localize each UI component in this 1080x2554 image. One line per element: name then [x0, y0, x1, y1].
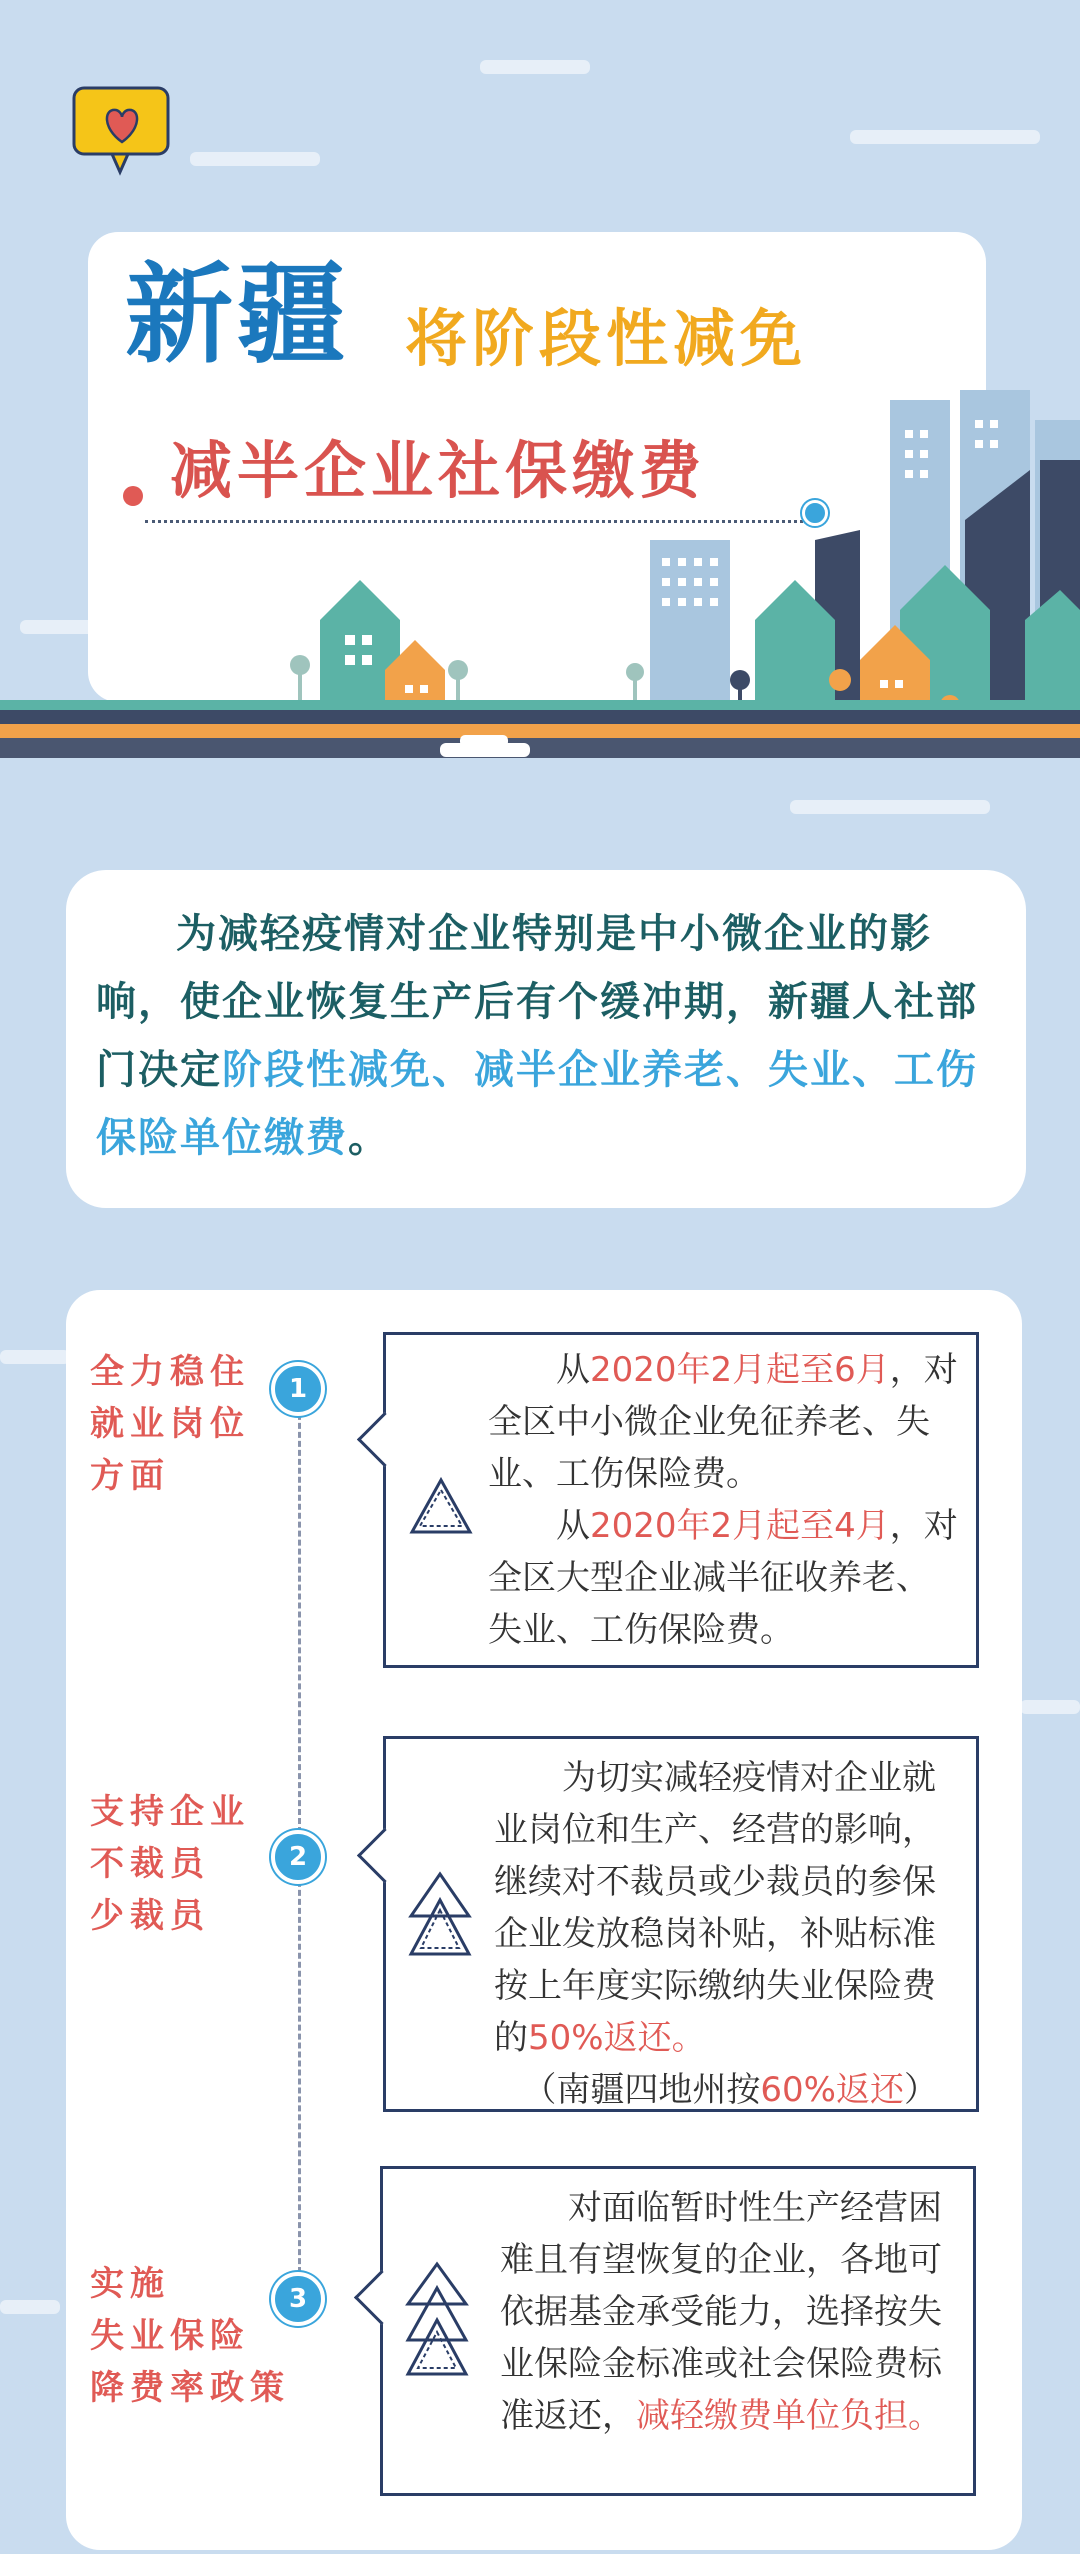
policy-2-note: （南疆四地州按60%返还）	[522, 2070, 938, 2110]
policy-3-paragraph: 对面临暂时性生产经营困难且有望恢复的企业，各地可依据基金承受能力，选择按失业保险金标准或社会保险费标准返还，减轻缴费单位负担。	[500, 2188, 942, 2436]
policy-2-category	[90, 1786, 250, 1942]
cloud	[0, 2300, 60, 2314]
cloud	[0, 1350, 70, 1364]
category-line: 实施	[90, 2264, 170, 2304]
category-line: 降费率政策	[90, 2368, 290, 2408]
category-line: 失业保险	[90, 2316, 250, 2356]
cloud	[790, 800, 990, 814]
city-skyline-illustration	[0, 380, 1080, 780]
intro-paragraph	[96, 900, 1006, 1172]
title-subtitle-1: 将阶段性减免	[405, 302, 808, 375]
policy-2-text	[494, 1752, 958, 2116]
policy-1-text	[488, 1344, 960, 1656]
stacked-triangles-icon	[405, 1870, 475, 1960]
policy-3-text	[500, 2182, 952, 2442]
title-subtitle-2: 减半企业社保缴费	[170, 434, 707, 507]
cloud	[850, 130, 1040, 144]
policy-1-category	[90, 1346, 250, 1502]
cloud	[190, 152, 320, 166]
intro-text-plain: 为减轻疫情对企业特别是中小微企业的影响，使企业恢复生产后有个缓冲期，新疆人社部门决定	[96, 911, 978, 1093]
stacked-triangles-icon	[402, 2260, 472, 2380]
policy-3-category	[90, 2258, 290, 2414]
cloud	[1020, 1700, 1080, 1714]
category-line: 就业岗位	[90, 1404, 250, 1444]
step-number-1: 1	[271, 1362, 325, 1416]
category-line: 方面	[90, 1456, 170, 1496]
warning-triangle-icon	[408, 1476, 474, 1536]
category-line: 不裁员	[90, 1844, 210, 1884]
policy-1-paragraph: 从2020年2月起至4月，对全区大型企业减半征收养老、失业、工伤保险费。	[488, 1506, 958, 1650]
heart-chat-icon	[72, 86, 172, 178]
policy-1-paragraph: 从2020年2月起至6月，对全区中小微企业免征养老、失业、工伤保险费。	[488, 1350, 958, 1494]
intro-text-end: 。	[348, 1115, 390, 1161]
title-main: 新疆	[125, 253, 350, 378]
cloud	[480, 60, 590, 74]
step-number-3: 3	[271, 2272, 325, 2326]
category-line: 少裁员	[90, 1896, 210, 1936]
category-line: 全力稳住	[90, 1352, 250, 1392]
intro-text-highlight: 阶段性减免、减半企业养老、失业、工伤保险单位缴费	[96, 1047, 978, 1161]
category-line: 支持企业	[90, 1792, 250, 1832]
policy-2-paragraph: 为切实减轻疫情对企业就业岗位和生产、经营的影响，继续对不裁员或少裁员的参保企业发放稳岗补贴，补贴标准按上年度实际缴纳失业保险费的50%返还。	[494, 1758, 936, 2058]
step-number-2: 2	[271, 1830, 325, 1884]
